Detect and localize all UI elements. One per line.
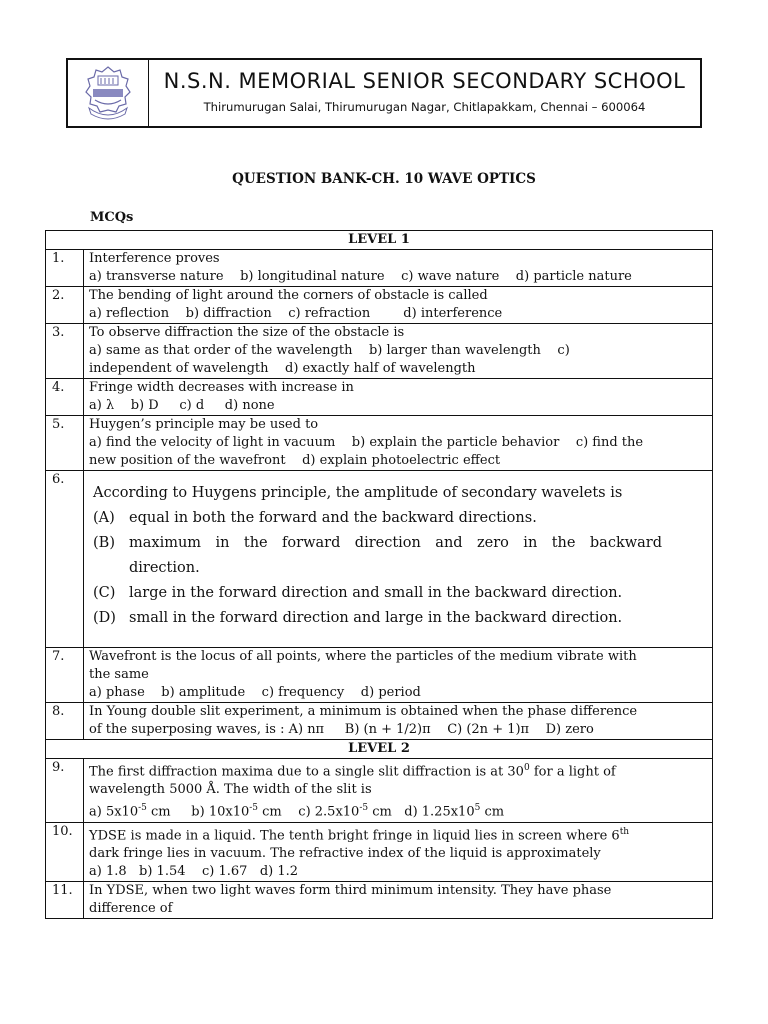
question-row-10 [46, 822, 713, 881]
question-options: new position of the wavefront d) explain photoelectric effect [89, 453, 501, 468]
school-crest-icon [81, 64, 135, 122]
question-stem: Wavefront is the locus of all points, where the particles of the medium vibrate with [89, 649, 637, 664]
question-number: 4. [46, 379, 84, 416]
question-stem-cont: dark fringe lies in vacuum. The refractive index of the liquid is approximately [89, 845, 601, 861]
question-row-3 [46, 324, 713, 379]
question-options: a) find the velocity of light in vacuum b) explain the particle behavior c) find the [89, 435, 644, 450]
question-image-block [89, 471, 710, 647]
question-row-8 [46, 703, 713, 740]
question-options: a) same as that order of the wavelength b) larger than wavelength c) [89, 343, 570, 358]
question-stem [89, 759, 710, 781]
question-stem: Fringe width decreases with increase in [89, 380, 354, 395]
question-number: 5. [46, 416, 84, 471]
question-number: 8. [46, 703, 84, 740]
question-options: of the superposing waves, is : A) nπ B) (n + 1/2)π C) (2n + 1)π D) zero [89, 722, 594, 737]
question-row-2 [46, 287, 713, 324]
superscript: -5 [359, 803, 369, 814]
stem-text: The first diffraction maxima due to a single slit diffraction is at 30 [89, 764, 524, 780]
option-label: (D) [93, 610, 116, 626]
option-text: cm b) 10x10 [146, 804, 250, 820]
question-stem-cont: wavelength 5000 Å. The width of the slit is [89, 782, 372, 798]
page-title: QUESTION BANK-CH. 10 WAVE OPTICS [232, 171, 536, 187]
question-table [45, 230, 713, 919]
question-number: 11. [46, 881, 84, 918]
question-options: a) reflection b) diffraction c) refraction d) interference [89, 306, 503, 321]
logo-cell [68, 60, 149, 126]
option-text: a) 5x10 [89, 804, 139, 820]
option-label: (A) [93, 510, 115, 526]
question-row-11 [46, 881, 713, 918]
superscript: th [619, 826, 630, 837]
question-stem: In YDSE, when two light waves form third minimum intensity. They have phase [89, 882, 612, 898]
question-body [84, 416, 713, 471]
question-stem: According to Huygens principle, the amplitude of secondary wavelets is [93, 485, 623, 501]
option-text-line: direction. [129, 560, 200, 576]
question-number: 7. [46, 648, 84, 703]
level-row [46, 231, 713, 250]
option-c [93, 581, 710, 606]
option-text: cm d) 1.25x10 [368, 804, 475, 820]
question-stem [89, 823, 710, 845]
option-text-line: maximum in the forward direction and zero in the backward [129, 535, 662, 551]
school-header [66, 58, 702, 128]
question-number: 9. [46, 759, 84, 823]
question-options: independent of wavelength d) exactly half of wavelength [89, 361, 476, 376]
question-body [84, 822, 713, 881]
question-number: 2. [46, 287, 84, 324]
option-text: equal in both the forward and the backward directions. [129, 510, 537, 526]
question-body [84, 250, 713, 287]
question-body [84, 759, 713, 823]
level-1-heading: LEVEL 1 [46, 231, 713, 250]
option-text: cm c) 2.5x10 [258, 804, 360, 820]
question-number: 1. [46, 250, 84, 287]
question-row-9 [46, 759, 713, 823]
superscript: -5 [249, 803, 259, 814]
option-d [93, 606, 710, 631]
question-body [84, 287, 713, 324]
question-row-4 [46, 379, 713, 416]
question-options: a) transverse nature b) longitudinal nature c) wave nature d) particle nature [89, 269, 632, 284]
superscript: -5 [138, 803, 147, 814]
question-row-1 [46, 250, 713, 287]
question-options: a) λ b) D c) d d) none [89, 398, 275, 413]
question-stem: Interference proves [89, 251, 220, 266]
superscript: 5 [474, 803, 481, 814]
question-body [84, 648, 713, 703]
question-body [84, 471, 713, 648]
question-options [89, 799, 710, 821]
option-text: cm [480, 804, 505, 820]
question-row-6 [46, 471, 713, 648]
stem-text: for a light of [529, 764, 616, 780]
option-a [93, 506, 710, 531]
option-text: small in the forward direction and large in the backward direction. [129, 610, 623, 626]
question-stem: Huygen’s principle may be used to [89, 417, 319, 432]
school-name: N.S.N. MEMORIAL SENIOR SECONDARY SCHOOL [163, 68, 686, 93]
school-address: Thirumurugan Salai, Thirumurugan Nagar, Chitlapakkam, Chennai – 600064 [203, 99, 646, 114]
stem-text: YDSE is made in a liquid. The tenth bright fringe in liquid lies in screen where 6 [89, 827, 620, 843]
question-body [84, 881, 713, 918]
section-label: MCQs [90, 210, 134, 225]
school-info [149, 60, 700, 126]
question-stem-cont: difference of [89, 900, 173, 916]
level-row [46, 740, 713, 759]
superscript: 0 [523, 763, 530, 773]
question-row-5 [46, 416, 713, 471]
level-2-heading: LEVEL 2 [46, 740, 713, 759]
question-options: a) phase b) amplitude c) frequency d) period [89, 685, 421, 700]
option-label: (C) [93, 585, 116, 601]
question-number: 10. [46, 822, 84, 881]
question-body [84, 703, 713, 740]
question-number: 6. [46, 471, 84, 648]
question-options: a) 1.8 b) 1.54 c) 1.67 d) 1.2 [89, 863, 299, 879]
option-text: large in the forward direction and small in the backward direction. [129, 585, 623, 601]
question-body [84, 379, 713, 416]
question-number: 3. [46, 324, 84, 379]
question-stem: In Young double slit experiment, a minimum is obtained when the phase difference [89, 704, 638, 719]
option-b [93, 531, 710, 581]
option-label: (B) [93, 535, 115, 551]
question-stem: The bending of light around the corners of obstacle is called [89, 288, 488, 303]
question-body [84, 324, 713, 379]
question-stem-cont: the same [89, 667, 149, 682]
question-row-7 [46, 648, 713, 703]
option-text [129, 531, 710, 581]
question-stem: To observe diffraction the size of the obstacle is [89, 325, 405, 340]
